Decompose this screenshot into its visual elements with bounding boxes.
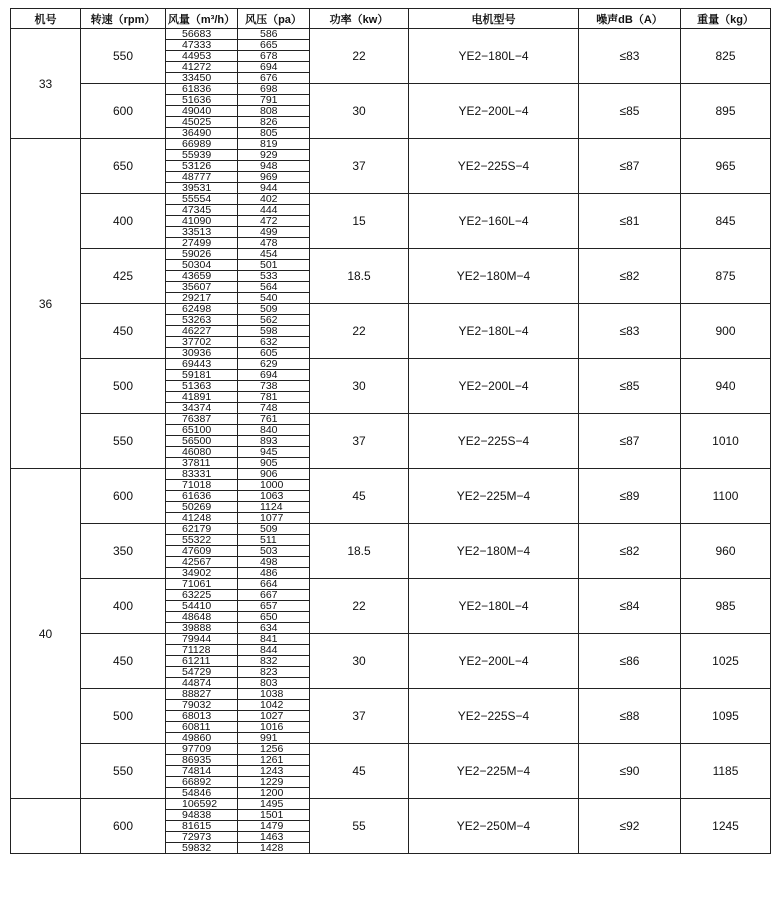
- pressure-cell: 605: [238, 348, 310, 359]
- pressure-cell: 678: [238, 51, 310, 62]
- pressure-cell: 805: [238, 128, 310, 139]
- air-volume-cell: 46227: [166, 326, 238, 337]
- motor-model-cell: YE2−180L−4: [409, 29, 579, 84]
- pressure-cell: 893: [238, 436, 310, 447]
- air-volume-cell: 62498: [166, 304, 238, 315]
- pressure-cell: 1428: [238, 843, 310, 854]
- air-volume-cell: 66892: [166, 777, 238, 788]
- power-cell: 30: [310, 634, 409, 689]
- air-volume-cell: 53126: [166, 161, 238, 172]
- header-pressure: 风压（pa）: [238, 9, 310, 29]
- pressure-cell: 586: [238, 29, 310, 40]
- table-row: [11, 194, 771, 205]
- pressure-cell: 969: [238, 172, 310, 183]
- speed-cell: 500: [81, 359, 166, 414]
- header-power: 功率（kw）: [310, 9, 409, 29]
- air-volume-cell: 55939: [166, 150, 238, 161]
- air-volume-cell: 56500: [166, 436, 238, 447]
- pressure-cell: 509: [238, 304, 310, 315]
- power-cell: 22: [310, 579, 409, 634]
- header-air-volume: 风量（m³/h）: [166, 9, 238, 29]
- table-row: [11, 634, 771, 645]
- power-cell: 15: [310, 194, 409, 249]
- pressure-cell: 478: [238, 238, 310, 249]
- fan-no-cell: [11, 799, 81, 854]
- header-noise: 噪声dB（A）: [579, 9, 681, 29]
- air-volume-cell: 34374: [166, 403, 238, 414]
- air-volume-cell: 43659: [166, 271, 238, 282]
- table-row: [11, 744, 771, 755]
- air-volume-cell: 47345: [166, 205, 238, 216]
- noise-cell: ≤83: [579, 304, 681, 359]
- header-speed: 转速（rpm）: [81, 9, 166, 29]
- pressure-cell: 501: [238, 260, 310, 271]
- noise-cell: ≤90: [579, 744, 681, 799]
- pressure-cell: 1063: [238, 491, 310, 502]
- noise-cell: ≤82: [579, 524, 681, 579]
- pressure-cell: 511: [238, 535, 310, 546]
- air-volume-cell: 65100: [166, 425, 238, 436]
- pressure-cell: 667: [238, 590, 310, 601]
- pressure-cell: 634: [238, 623, 310, 634]
- motor-model-cell: YE2−200L−4: [409, 84, 579, 139]
- fan-no-cell: 36: [11, 139, 81, 469]
- power-cell: 30: [310, 359, 409, 414]
- power-cell: 22: [310, 304, 409, 359]
- pressure-cell: 948: [238, 161, 310, 172]
- air-volume-cell: 34902: [166, 568, 238, 579]
- air-volume-cell: 76387: [166, 414, 238, 425]
- air-volume-cell: 59026: [166, 249, 238, 260]
- air-volume-cell: 47333: [166, 40, 238, 51]
- pressure-cell: 905: [238, 458, 310, 469]
- power-cell: 45: [310, 469, 409, 524]
- air-volume-cell: 86935: [166, 755, 238, 766]
- fan-spec-table: [10, 8, 771, 854]
- air-volume-cell: 39531: [166, 183, 238, 194]
- pressure-cell: 738: [238, 381, 310, 392]
- air-volume-cell: 48648: [166, 612, 238, 623]
- air-volume-cell: 54846: [166, 788, 238, 799]
- power-cell: 37: [310, 139, 409, 194]
- pressure-cell: 694: [238, 62, 310, 73]
- noise-cell: ≤86: [579, 634, 681, 689]
- pressure-cell: 1501: [238, 810, 310, 821]
- speed-cell: 600: [81, 799, 166, 854]
- pressure-cell: 840: [238, 425, 310, 436]
- speed-cell: 400: [81, 194, 166, 249]
- air-volume-cell: 106592: [166, 799, 238, 810]
- weight-cell: 985: [681, 579, 771, 634]
- air-volume-cell: 54729: [166, 667, 238, 678]
- table-row: [11, 29, 771, 40]
- table-row: [11, 414, 771, 425]
- air-volume-cell: 79032: [166, 700, 238, 711]
- header-weight: 重量（kg）: [681, 9, 771, 29]
- header-motor-model: 电机型号: [409, 9, 579, 29]
- pressure-cell: 1479: [238, 821, 310, 832]
- air-volume-cell: 44874: [166, 678, 238, 689]
- air-volume-cell: 69443: [166, 359, 238, 370]
- air-volume-cell: 45025: [166, 117, 238, 128]
- weight-cell: 1185: [681, 744, 771, 799]
- air-volume-cell: 60811: [166, 722, 238, 733]
- air-volume-cell: 54410: [166, 601, 238, 612]
- weight-cell: 1095: [681, 689, 771, 744]
- air-volume-cell: 74814: [166, 766, 238, 777]
- header-fan-no: 机号: [11, 9, 81, 29]
- speed-cell: 550: [81, 414, 166, 469]
- air-volume-cell: 53263: [166, 315, 238, 326]
- air-volume-cell: 61211: [166, 656, 238, 667]
- pressure-cell: 694: [238, 370, 310, 381]
- pressure-cell: 650: [238, 612, 310, 623]
- air-volume-cell: 48777: [166, 172, 238, 183]
- power-cell: 37: [310, 689, 409, 744]
- air-volume-cell: 79944: [166, 634, 238, 645]
- table-row: [11, 249, 771, 260]
- pressure-cell: 1016: [238, 722, 310, 733]
- power-cell: 45: [310, 744, 409, 799]
- weight-cell: 1245: [681, 799, 771, 854]
- pressure-cell: 781: [238, 392, 310, 403]
- pressure-cell: 1124: [238, 502, 310, 513]
- air-volume-cell: 50304: [166, 260, 238, 271]
- power-cell: 55: [310, 799, 409, 854]
- weight-cell: 875: [681, 249, 771, 304]
- pressure-cell: 1000: [238, 480, 310, 491]
- pressure-cell: 906: [238, 469, 310, 480]
- noise-cell: ≤82: [579, 249, 681, 304]
- air-volume-cell: 61836: [166, 84, 238, 95]
- air-volume-cell: 41891: [166, 392, 238, 403]
- power-cell: 22: [310, 29, 409, 84]
- pressure-cell: 1229: [238, 777, 310, 788]
- pressure-cell: 402: [238, 194, 310, 205]
- pressure-cell: 664: [238, 579, 310, 590]
- motor-model-cell: YE2−225M−4: [409, 744, 579, 799]
- pressure-cell: 819: [238, 139, 310, 150]
- pressure-cell: 1200: [238, 788, 310, 799]
- air-volume-cell: 33513: [166, 227, 238, 238]
- pressure-cell: 498: [238, 557, 310, 568]
- motor-model-cell: YE2−225S−4: [409, 139, 579, 194]
- pressure-cell: 1463: [238, 832, 310, 843]
- motor-model-cell: YE2−200L−4: [409, 359, 579, 414]
- noise-cell: ≤89: [579, 469, 681, 524]
- pressure-cell: 1261: [238, 755, 310, 766]
- air-volume-cell: 49860: [166, 733, 238, 744]
- air-volume-cell: 41248: [166, 513, 238, 524]
- air-volume-cell: 41090: [166, 216, 238, 227]
- power-cell: 30: [310, 84, 409, 139]
- motor-model-cell: YE2−225S−4: [409, 689, 579, 744]
- weight-cell: 845: [681, 194, 771, 249]
- table-row: [11, 469, 771, 480]
- motor-model-cell: YE2−225M−4: [409, 469, 579, 524]
- speed-cell: 425: [81, 249, 166, 304]
- air-volume-cell: 44953: [166, 51, 238, 62]
- air-volume-cell: 56683: [166, 29, 238, 40]
- pressure-cell: 509: [238, 524, 310, 535]
- pressure-cell: 698: [238, 84, 310, 95]
- pressure-cell: 632: [238, 337, 310, 348]
- motor-model-cell: YE2−180M−4: [409, 524, 579, 579]
- motor-model-cell: YE2−180L−4: [409, 579, 579, 634]
- noise-cell: ≤85: [579, 359, 681, 414]
- table-row: [11, 139, 771, 150]
- noise-cell: ≤81: [579, 194, 681, 249]
- weight-cell: 825: [681, 29, 771, 84]
- air-volume-cell: 68013: [166, 711, 238, 722]
- air-volume-cell: 61636: [166, 491, 238, 502]
- pressure-cell: 823: [238, 667, 310, 678]
- air-volume-cell: 97709: [166, 744, 238, 755]
- air-volume-cell: 62179: [166, 524, 238, 535]
- table-row: [11, 84, 771, 95]
- fan-no-cell: 40: [11, 469, 81, 799]
- air-volume-cell: 33450: [166, 73, 238, 84]
- air-volume-cell: 71128: [166, 645, 238, 656]
- air-volume-cell: 63225: [166, 590, 238, 601]
- fan-no-cell: 33: [11, 29, 81, 139]
- noise-cell: ≤85: [579, 84, 681, 139]
- pressure-cell: 1256: [238, 744, 310, 755]
- air-volume-cell: 55322: [166, 535, 238, 546]
- power-cell: 18.5: [310, 249, 409, 304]
- pressure-cell: 562: [238, 315, 310, 326]
- pressure-cell: 929: [238, 150, 310, 161]
- pressure-cell: 991: [238, 733, 310, 744]
- speed-cell: 400: [81, 579, 166, 634]
- speed-cell: 650: [81, 139, 166, 194]
- pressure-cell: 472: [238, 216, 310, 227]
- air-volume-cell: 66989: [166, 139, 238, 150]
- pressure-cell: 1243: [238, 766, 310, 777]
- air-volume-cell: 36490: [166, 128, 238, 139]
- air-volume-cell: 39888: [166, 623, 238, 634]
- air-volume-cell: 46080: [166, 447, 238, 458]
- power-cell: 18.5: [310, 524, 409, 579]
- air-volume-cell: 37811: [166, 458, 238, 469]
- air-volume-cell: 49040: [166, 106, 238, 117]
- noise-cell: ≤88: [579, 689, 681, 744]
- noise-cell: ≤87: [579, 139, 681, 194]
- pressure-cell: 1077: [238, 513, 310, 524]
- pressure-cell: 665: [238, 40, 310, 51]
- pressure-cell: 844: [238, 645, 310, 656]
- speed-cell: 550: [81, 744, 166, 799]
- air-volume-cell: 88827: [166, 689, 238, 700]
- pressure-cell: 598: [238, 326, 310, 337]
- pressure-cell: 444: [238, 205, 310, 216]
- air-volume-cell: 81615: [166, 821, 238, 832]
- noise-cell: ≤83: [579, 29, 681, 84]
- air-volume-cell: 55554: [166, 194, 238, 205]
- pressure-cell: 499: [238, 227, 310, 238]
- air-volume-cell: 35607: [166, 282, 238, 293]
- air-volume-cell: 41272: [166, 62, 238, 73]
- table-row: [11, 524, 771, 535]
- pressure-cell: 564: [238, 282, 310, 293]
- pressure-cell: 503: [238, 546, 310, 557]
- motor-model-cell: YE2−160L−4: [409, 194, 579, 249]
- speed-cell: 350: [81, 524, 166, 579]
- air-volume-cell: 37702: [166, 337, 238, 348]
- pressure-cell: 832: [238, 656, 310, 667]
- pressure-cell: 540: [238, 293, 310, 304]
- pressure-cell: 808: [238, 106, 310, 117]
- table-row: [11, 304, 771, 315]
- speed-cell: 600: [81, 469, 166, 524]
- air-volume-cell: 51636: [166, 95, 238, 106]
- pressure-cell: 676: [238, 73, 310, 84]
- air-volume-cell: 50269: [166, 502, 238, 513]
- motor-model-cell: YE2−250M−4: [409, 799, 579, 854]
- pressure-cell: 629: [238, 359, 310, 370]
- air-volume-cell: 59832: [166, 843, 238, 854]
- weight-cell: 900: [681, 304, 771, 359]
- speed-cell: 450: [81, 304, 166, 359]
- air-volume-cell: 71018: [166, 480, 238, 491]
- pressure-cell: 1038: [238, 689, 310, 700]
- weight-cell: 1025: [681, 634, 771, 689]
- pressure-cell: 791: [238, 95, 310, 106]
- noise-cell: ≤87: [579, 414, 681, 469]
- motor-model-cell: YE2−180M−4: [409, 249, 579, 304]
- pressure-cell: 533: [238, 271, 310, 282]
- pressure-cell: 748: [238, 403, 310, 414]
- air-volume-cell: 72973: [166, 832, 238, 843]
- air-volume-cell: 59181: [166, 370, 238, 381]
- air-volume-cell: 42567: [166, 557, 238, 568]
- pressure-cell: 486: [238, 568, 310, 579]
- weight-cell: 965: [681, 139, 771, 194]
- pressure-cell: 1027: [238, 711, 310, 722]
- pressure-cell: 826: [238, 117, 310, 128]
- pressure-cell: 945: [238, 447, 310, 458]
- motor-model-cell: YE2−225S−4: [409, 414, 579, 469]
- pressure-cell: 944: [238, 183, 310, 194]
- pressure-cell: 761: [238, 414, 310, 425]
- speed-cell: 450: [81, 634, 166, 689]
- air-volume-cell: 27499: [166, 238, 238, 249]
- air-volume-cell: 94838: [166, 810, 238, 821]
- air-volume-cell: 51363: [166, 381, 238, 392]
- pressure-cell: 1495: [238, 799, 310, 810]
- noise-cell: ≤92: [579, 799, 681, 854]
- weight-cell: 895: [681, 84, 771, 139]
- speed-cell: 550: [81, 29, 166, 84]
- speed-cell: 600: [81, 84, 166, 139]
- air-volume-cell: 71061: [166, 579, 238, 590]
- pressure-cell: 841: [238, 634, 310, 645]
- motor-model-cell: YE2−180L−4: [409, 304, 579, 359]
- pressure-cell: 454: [238, 249, 310, 260]
- table-row: [11, 359, 771, 370]
- air-volume-cell: 29217: [166, 293, 238, 304]
- pressure-cell: 803: [238, 678, 310, 689]
- weight-cell: 1010: [681, 414, 771, 469]
- weight-cell: 1100: [681, 469, 771, 524]
- table-row: [11, 579, 771, 590]
- air-volume-cell: 30936: [166, 348, 238, 359]
- weight-cell: 960: [681, 524, 771, 579]
- motor-model-cell: YE2−200L−4: [409, 634, 579, 689]
- speed-cell: 500: [81, 689, 166, 744]
- table-row: [11, 799, 771, 810]
- air-volume-cell: 83331: [166, 469, 238, 480]
- weight-cell: 940: [681, 359, 771, 414]
- air-volume-cell: 47609: [166, 546, 238, 557]
- pressure-cell: 1042: [238, 700, 310, 711]
- table-row: [11, 689, 771, 700]
- header-row: [11, 9, 771, 29]
- pressure-cell: 657: [238, 601, 310, 612]
- power-cell: 37: [310, 414, 409, 469]
- noise-cell: ≤84: [579, 579, 681, 634]
